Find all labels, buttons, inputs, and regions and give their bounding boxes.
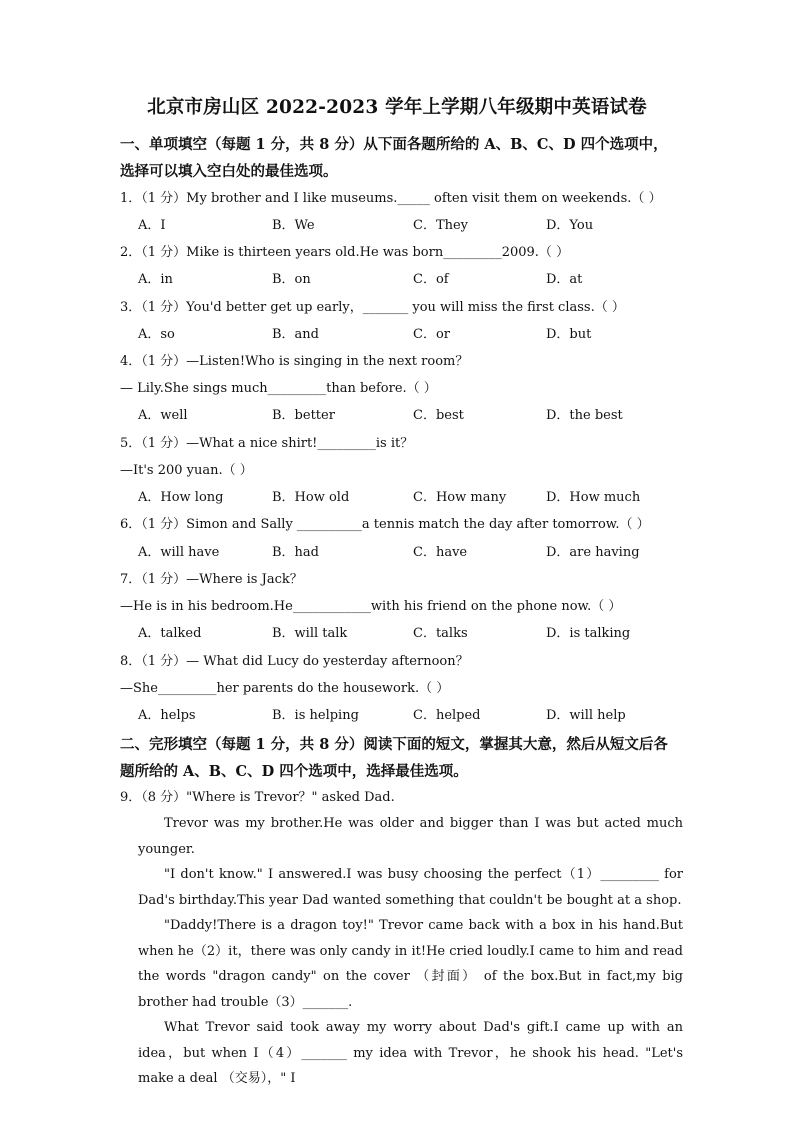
passage-text: "Daddy!There is a dragon toy!" Trevor came back with a box in his hand.But when he（2）it，there was only candy in it!He cried loudly.I came to him and read the words "dragon candy" on the cover （封面） of the box.But in fact,my big brother had trouble（3）_______. (138, 918, 683, 1010)
question-1-option-c[interactable]: C．They (413, 218, 469, 233)
question-4-stem: 4．（1 分）—Listen!Who is singing in the next room？ (120, 354, 469, 369)
section-2-heading: 二、完形填空（每题 1 分，共 8 分）阅读下面的短文，掌握其大意，然后从短文后各题所给的 A、B、C、D 四个选项中，选择最佳选项。 (120, 736, 668, 780)
question-8-option-b[interactable]: B．is helping (272, 708, 359, 723)
question-6-option-b[interactable]: B．had (272, 545, 319, 560)
question-4-stem-line-2: — Lily.She sings much_________than before.（ ） (120, 381, 437, 396)
passage-paragraph (138, 811, 683, 862)
question-7-option-c[interactable]: C．talks (413, 626, 468, 641)
section-1-heading: 一、单项填空（每题 1 分，共 8 分）从下面各题所给的 A、B、C、D 四个选项中，选择可以填入空白处的最佳选项。 (120, 136, 668, 180)
question-6-option-c[interactable]: C．have (413, 545, 468, 560)
question-5-option-d[interactable]: D．How much (546, 490, 641, 505)
cloze-passage (138, 811, 683, 1092)
question-9-stem: 9．（8 分）"Where is Trevor？" asked Dad. (120, 790, 395, 805)
question-6-option-a[interactable]: A．will have (138, 545, 220, 560)
question-3-option-d[interactable]: D．but (546, 327, 592, 342)
question-8-option-d[interactable]: D．will help (546, 708, 626, 723)
passage-paragraph (138, 862, 683, 913)
question-3-option-a[interactable]: A．so (138, 327, 175, 342)
question-7-option-b[interactable]: B．will talk (272, 626, 348, 641)
passage-text: What Trevor said took away my worry about Dad's gift.I came up with an idea，but when I（4）_______ my idea with Trevor，he shook his head. "Let's make a deal （交易），" I (138, 1020, 683, 1086)
question-1-option-a[interactable]: A．I (138, 218, 166, 233)
passage-paragraph (138, 913, 683, 1015)
question-5-option-c[interactable]: C．How many (413, 490, 507, 505)
page-title: 北京市房山区 2022-2023 学年上学期八年级期中英语试卷 (147, 97, 647, 118)
question-5-stem: 5．（1 分）—What a nice shirt!_________is it？ (120, 436, 414, 451)
passage-text: Trevor was my brother.He was older and bigger than I was but acted much younger. (138, 816, 683, 857)
question-1-option-b[interactable]: B．We (272, 218, 315, 233)
question-2-option-a[interactable]: A．in (138, 272, 173, 287)
question-8-stem-line-2: —She_________her parents do the housework.（ ） (120, 681, 450, 696)
question-4-option-a[interactable]: A．well (138, 408, 188, 423)
question-6-stem: 6．（1 分）Simon and Sally __________a tennis match the day after tomorrow.（ ） (120, 517, 650, 532)
question-2-option-d[interactable]: D．at (546, 272, 583, 287)
question-7-stem: 7．（1 分）—Where is Jack？ (120, 572, 303, 587)
passage-text: "I don't know." I answered.I was busy choosing the perfect（1）_________ for Dad's birthday.This year Dad wanted something that couldn't be bought at a shop. (138, 867, 683, 908)
question-4-option-c[interactable]: C．best (413, 408, 464, 423)
question-8-option-a[interactable]: A．helps (138, 708, 196, 723)
question-5-stem-line-2: —It's 200 yuan.（ ） (120, 463, 253, 478)
question-1-stem: 1．（1 分）My brother and I like museums._____ often visit them on weekends.（ ） (120, 191, 662, 206)
question-2-option-b[interactable]: B．on (272, 272, 311, 287)
question-3-stem: 3．（1 分）You'd better get up early，_______ you will miss the first class.（ ） (120, 300, 625, 315)
question-7-option-a[interactable]: A．talked (138, 626, 202, 641)
question-8-option-c[interactable]: C．helped (413, 708, 481, 723)
question-7-option-d[interactable]: D．is talking (546, 626, 631, 641)
question-3-option-c[interactable]: C．or (413, 327, 450, 342)
question-4-option-b[interactable]: B．better (272, 408, 335, 423)
question-3-option-b[interactable]: B．and (272, 327, 319, 342)
passage-paragraph (138, 1015, 683, 1092)
question-1-option-d[interactable]: D．You (546, 218, 594, 233)
question-2-option-c[interactable]: C．of (413, 272, 449, 287)
question-5-option-a[interactable]: A．How long (138, 490, 224, 505)
question-4-option-d[interactable]: D．the best (546, 408, 623, 423)
question-2-stem: 2．（1 分）Mike is thirteen years old.He was born_________2009.（ ） (120, 245, 570, 260)
question-8-stem: 8．（1 分）— What did Lucy do yesterday afternoon？ (120, 654, 469, 669)
question-6-option-d[interactable]: D．are having (546, 545, 640, 560)
question-5-option-b[interactable]: B．How old (272, 490, 350, 505)
question-7-stem-line-2: —He is in his bedroom.He____________with his friend on the phone now.（ ） (120, 599, 622, 614)
